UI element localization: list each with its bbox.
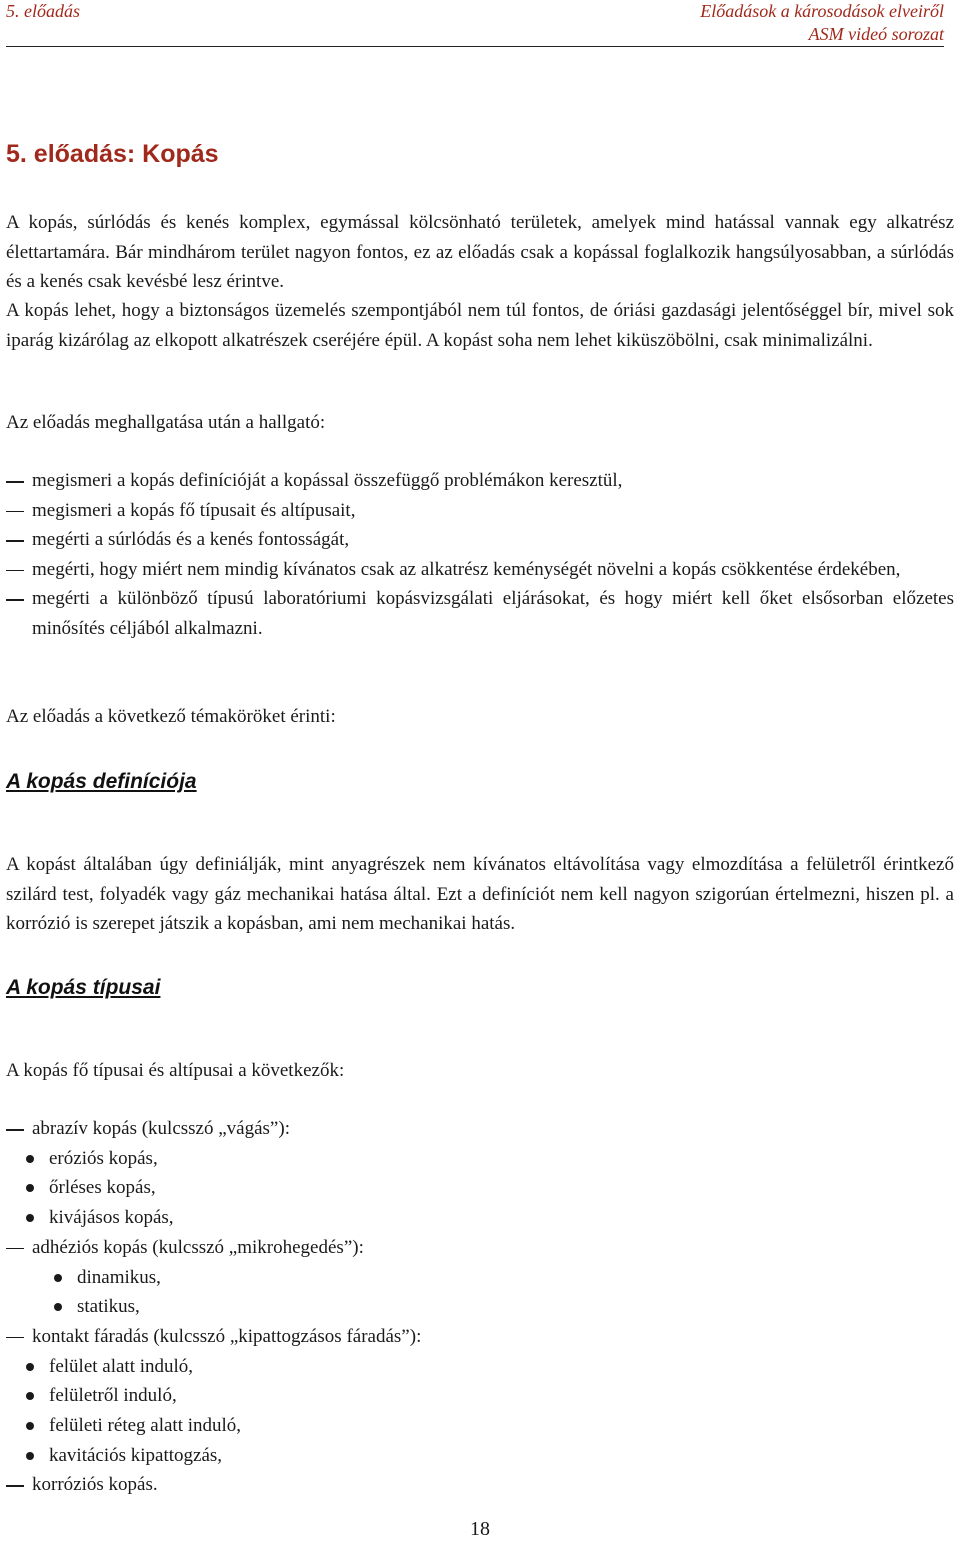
list-item: adhéziós kopás (kulcsszó „mikrohegedés”): dinamikus, statikus, [6, 1233, 954, 1322]
intro-paragraph-1: A kopás, súrlódás és kenés komplex, egymással kölcsönható területek, amelyek mind hatással vannak egy alkatrész élettartamára. Bár mindhárom terület nagyon fontos, ez az előadás csak a kopással foglalkozik hangsúlyosabban, a súrlódás és a kenés csak kevésbé lesz érintve. [6, 212, 954, 292]
bullet-icon [26, 1214, 34, 1222]
objectives-list [6, 466, 954, 643]
bullet-icon [26, 1363, 34, 1371]
objectives-lead: Az előadás meghallgatása után a hallgató: [6, 412, 326, 433]
list-item: eróziós kopás, [6, 1144, 954, 1174]
sub-list [6, 1263, 954, 1322]
section-heading-definition: A kopás definíciója [6, 770, 197, 793]
intro-paragraph-2: A kopás lehet, hogy a biztonságos üzemelés szempontjából nem túl fontos, de óriási gazdasági jelentőséggel bír, mivel sok iparág kizárólag az elkopott alkatrészek cseréjére épül. A kopást soha nem lehet kiküszöbölni, csak minimalizálni. [6, 300, 954, 351]
topics-lead: Az előadás a következő témaköröket érinti: [6, 706, 336, 727]
page-title: 5. előadás: Kopás [6, 140, 219, 168]
bullet-icon [54, 1303, 62, 1311]
list-item: abrazív kopás (kulcsszó „vágás”): eróziós kopás, őrléses kopás, kivájásos kopás, [6, 1114, 954, 1233]
bullet-icon [26, 1422, 34, 1430]
dash-icon [6, 599, 24, 601]
list-item: megérti, hogy miért nem mindig kívánatos csak az alkatrész keménységét növelni a kopás csökkentése érdekében, [6, 555, 954, 585]
list-item: őrléses kopás, [6, 1173, 954, 1203]
list-item: korróziós kopás. [6, 1470, 954, 1500]
list-item: megérti a súrlódás és a kenés fontosságát, [6, 525, 954, 555]
list-item: kontakt fáradás (kulcsszó „kipattogzásos fáradás”): felület alatt induló, felületről induló, felületi réteg alatt induló, kavitációs kipattogzás, [6, 1322, 954, 1471]
dash-icon [6, 511, 24, 513]
list-item: kivájásos kopás, [6, 1203, 954, 1233]
dash-icon [6, 540, 24, 542]
bullet-icon [26, 1392, 34, 1400]
dash-icon [6, 1248, 24, 1250]
header-lecture-number: 5. előadás [6, 1, 80, 21]
list-item: statikus, [6, 1292, 954, 1322]
page-header [6, 0, 944, 47]
list-item: megérti a különböző típusú laboratóriumi kopásvizsgálati eljárásokat, és hogy miért kell őket elsősorban előzetes minősítés céljából alkalmazni. [6, 584, 954, 643]
list-item: dinamikus, [6, 1263, 954, 1293]
wear-types-list [6, 1114, 954, 1500]
bullet-icon [26, 1452, 34, 1460]
definition-paragraph: A kopást általában úgy definiálják, mint anyagrészek nem kívánatos eltávolítása vagy elmozdítása a felületről érintkező szilárd test, folyadék vagy gáz mechanikai hatása által. Ezt a definíciót nem kell nagyon szigorúan értelmezni, hiszen pl. a korrózió is szerepet játszik a kopásban, ami nem mechanikai hatás. [6, 854, 954, 934]
section-heading-types: A kopás típusai [6, 976, 161, 999]
header-series-title: Előadások a károsodások elveiről [700, 1, 944, 21]
dash-icon [6, 570, 24, 572]
sub-list [6, 1144, 954, 1233]
dash-icon [6, 1129, 24, 1131]
list-item: felület alatt induló, [6, 1352, 954, 1382]
header-series-subtitle: ASM videó sorozat [808, 24, 944, 44]
bullet-icon [54, 1274, 62, 1282]
page-number: 18 [470, 1518, 490, 1540]
list-item: felületi réteg alatt induló, [6, 1411, 954, 1441]
bullet-icon [26, 1184, 34, 1192]
dash-icon [6, 481, 24, 483]
dash-icon [6, 1337, 24, 1339]
list-item: kavitációs kipattogzás, [6, 1441, 954, 1471]
header-series [700, 0, 944, 46]
list-item: megismeri a kopás definícióját a kopással összefüggő problémákon keresztül, [6, 466, 954, 496]
bullet-icon [26, 1155, 34, 1163]
sub-list [6, 1352, 954, 1471]
dash-icon [6, 1485, 24, 1487]
list-item: felületről induló, [6, 1381, 954, 1411]
list-item: megismeri a kopás fő típusait és altípusait, [6, 496, 954, 526]
types-lead: A kopás fő típusai és altípusai a következők: [6, 1060, 345, 1081]
